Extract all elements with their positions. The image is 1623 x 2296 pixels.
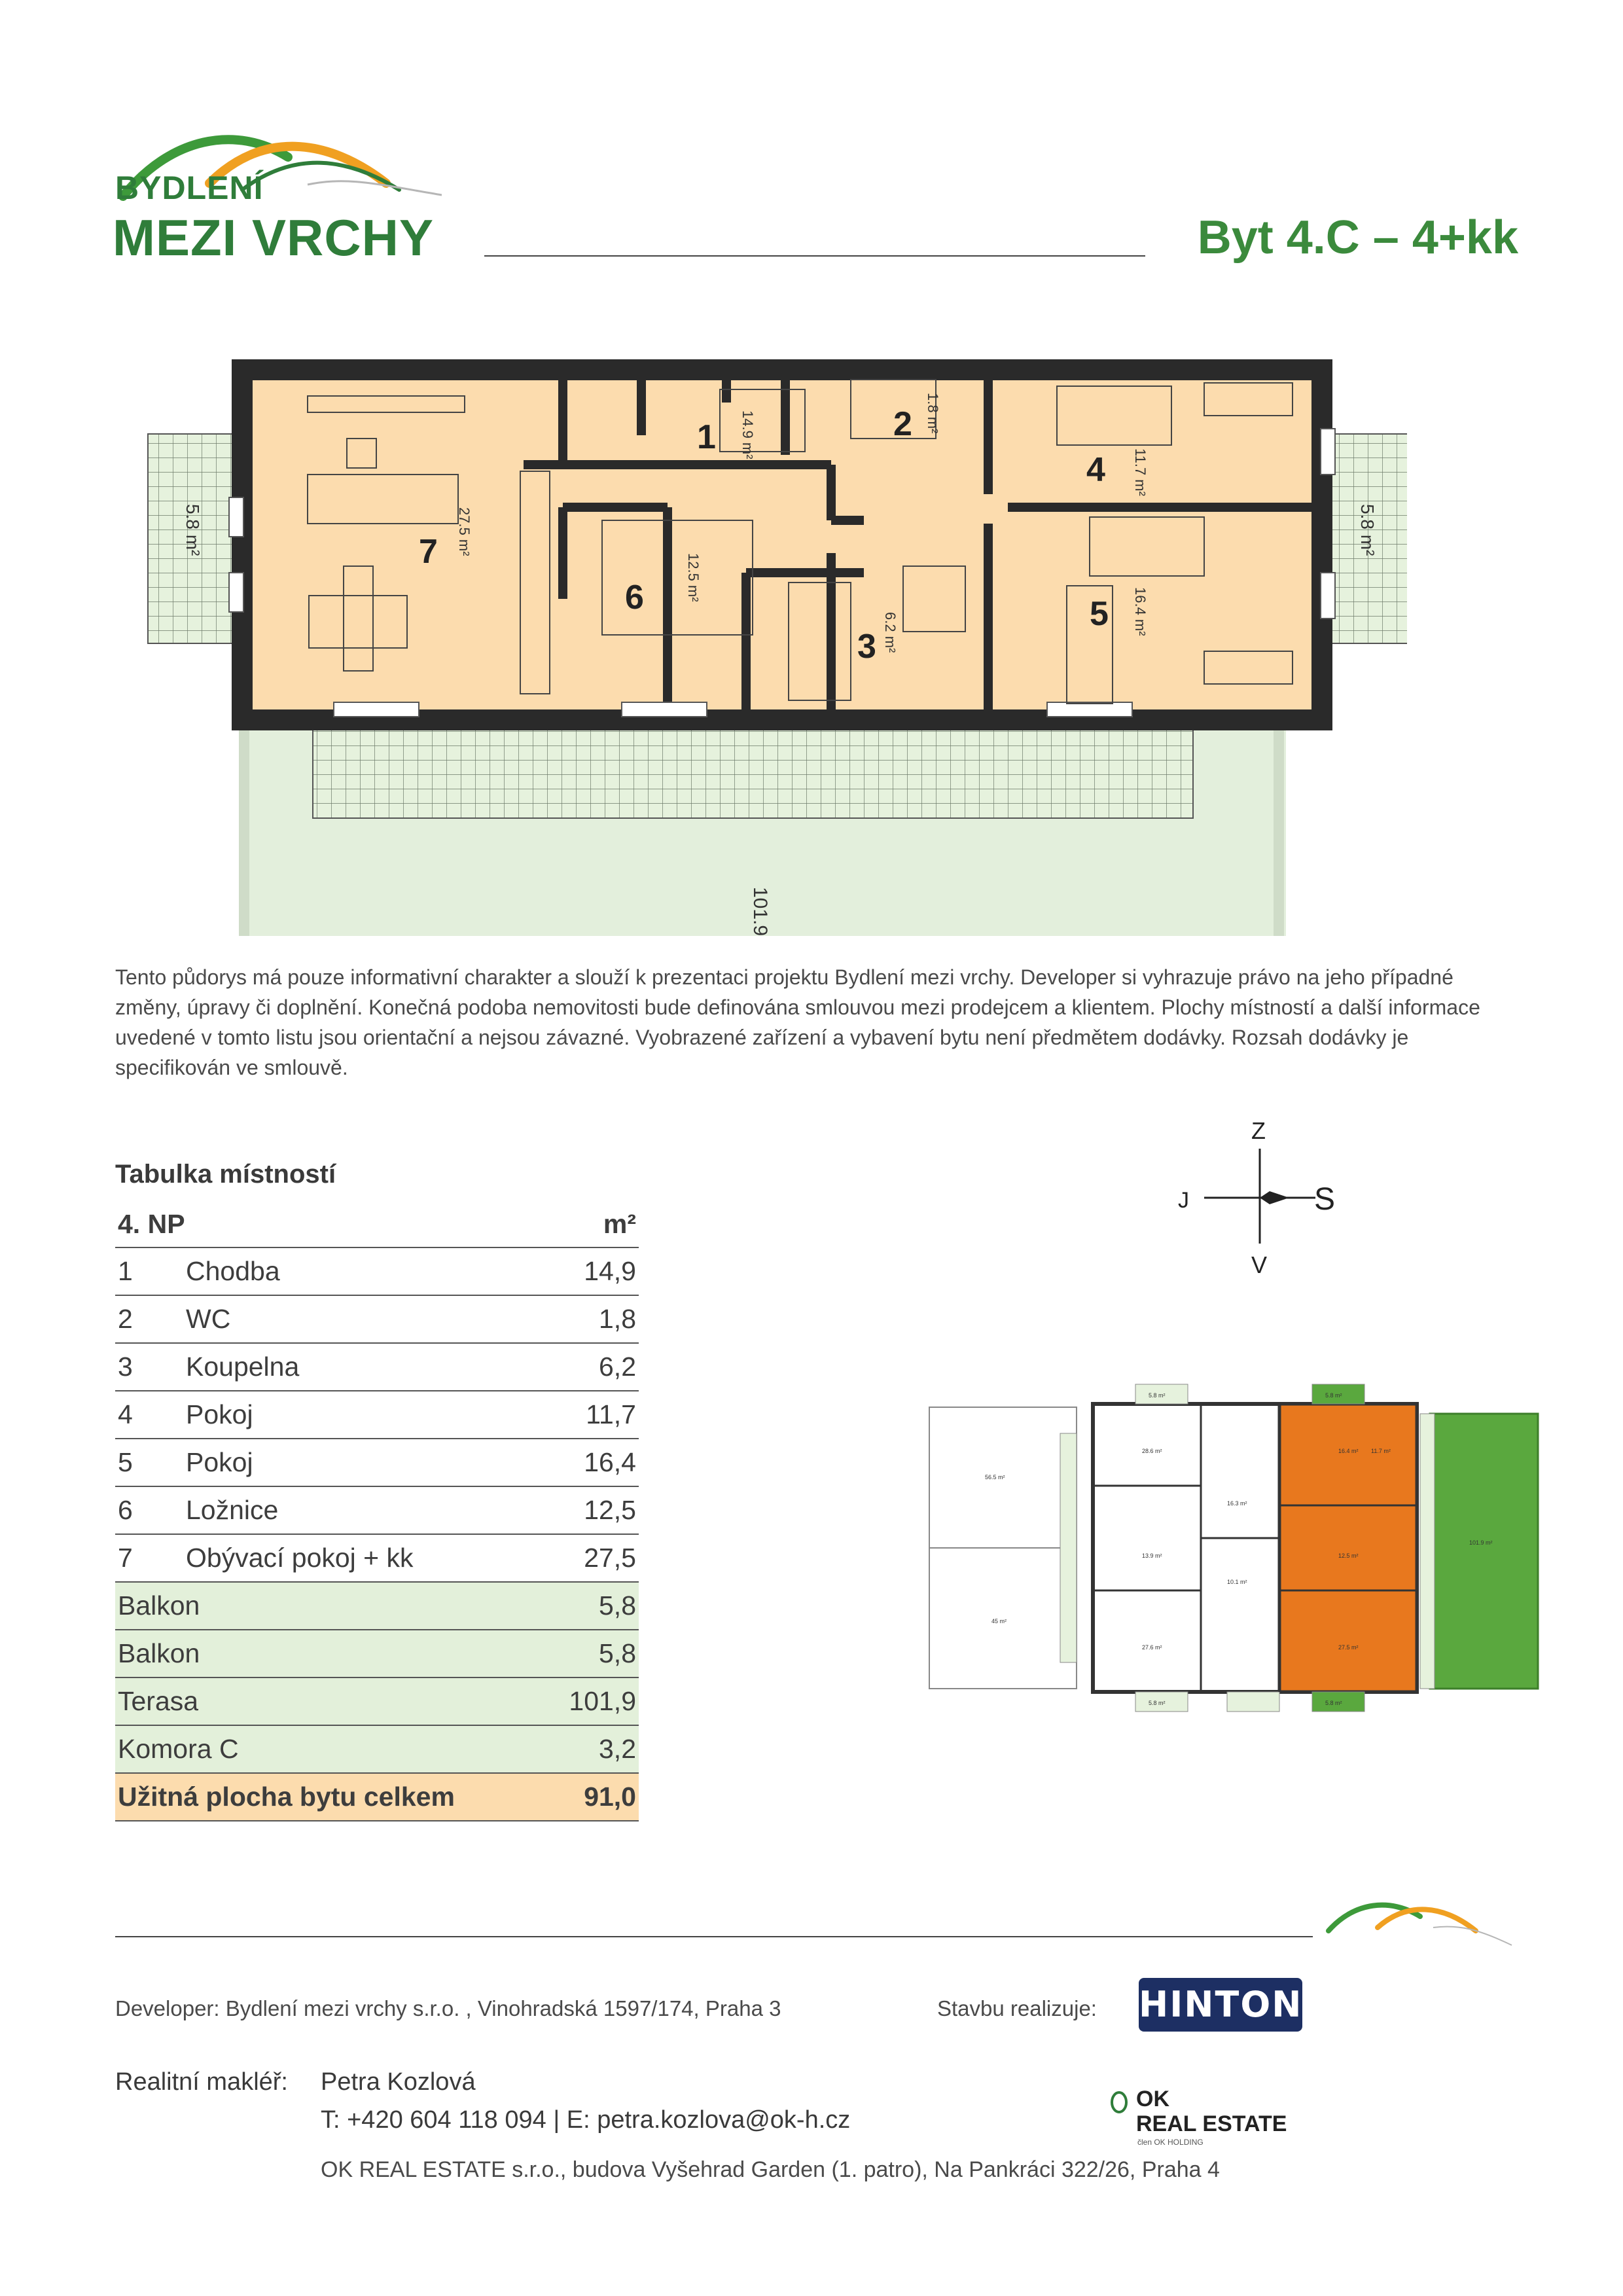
svg-text:5.8 m²: 5.8 m²: [1149, 1392, 1166, 1399]
room-area-5: 16.4 m²: [1132, 587, 1149, 636]
page-title: Byt 4.C – 4+kk: [1197, 211, 1518, 264]
table-row: 6 Ložnice 12,5: [115, 1486, 639, 1534]
room-area-1: 14.9 m²: [740, 410, 756, 459]
room-number-7: 7: [419, 533, 438, 571]
svg-text:16.4 m²: 16.4 m²: [1338, 1448, 1359, 1454]
disclaimer-text: Tento půdorys má pouze informativní charakter a slouží k prezentaci projektu Bydlení mezi vrchy. Developer si vyhrazuje právo na jeho případné změny, úpravy či doplnění. Konečná podoba nemovitosti bude definována smlouvou mezi prodejcem a klientem. Plochy místností a další informace uvedené v tomto listu jsou orientační a nejsou závazné. Vyobrazené zařízení a vybavení bytu není předmětem dodávky. Rozsah dodávky je specifikován ve smlouvě.: [115, 965, 1480, 1079]
compass-south: V: [1251, 1251, 1268, 1278]
table-title: Tabulka místností: [115, 1160, 336, 1189]
table-row: 5 Pokoj 16,4: [115, 1439, 639, 1486]
table-row: Terasa 101,9: [115, 1677, 639, 1725]
svg-text:27.6 m²: 27.6 m²: [1142, 1644, 1162, 1651]
room-number-5: 5: [1090, 595, 1109, 633]
room-number-1: 1: [697, 418, 716, 456]
broker-label: Realitní makléř:: [115, 2068, 288, 2096]
ok-logo-icon: [1106, 2088, 1132, 2121]
compass-east: S: [1314, 1182, 1336, 1217]
footer-divider: [115, 1936, 1313, 1937]
svg-text:11.7 m²: 11.7 m²: [1371, 1448, 1391, 1454]
balcony-left-area: 5.8 m²: [183, 504, 203, 556]
room-area-6: 12.5 m²: [685, 553, 702, 602]
room-number-6: 6: [625, 579, 644, 617]
table-row: Balkon 5,8: [115, 1630, 639, 1677]
brand-logo-small: [1322, 1892, 1518, 1964]
room-area-4: 11.7 m²: [1132, 448, 1149, 496]
svg-text:16.3 m²: 16.3 m²: [1227, 1500, 1247, 1507]
compass-west: J: [1178, 1188, 1189, 1213]
svg-text:101.9 m²: 101.9 m²: [1469, 1539, 1493, 1546]
unit-label: m²: [544, 1201, 639, 1247]
terrace-area-label: 101.9: [749, 887, 771, 936]
developer-info: Developer: Bydlení mezi vrchy s.r.o. , Vinohradská 1597/174, Praha 3: [115, 1996, 781, 2020]
table-row: 4 Pokoj 11,7: [115, 1391, 639, 1439]
table-total-row: Užitná plocha bytu celkem 91,0: [115, 1773, 639, 1821]
builder-label: Stavbu realizuje:: [937, 1996, 1097, 2020]
balcony-right-area: 5.8 m²: [1357, 504, 1378, 556]
svg-text:13.9 m²: 13.9 m²: [1142, 1552, 1162, 1559]
svg-text:5.8 m²: 5.8 m²: [1325, 1392, 1342, 1399]
svg-text:28.6 m²: 28.6 m²: [1142, 1448, 1162, 1454]
table-header-row: [115, 1201, 639, 1247]
broker-name: Petra Kozlová: [321, 2068, 476, 2096]
ok-logo-subtitle: člen OK HOLDING: [1137, 2138, 1204, 2147]
svg-text:12.5 m²: 12.5 m²: [1338, 1552, 1359, 1559]
ok-real-estate-logo: OK REAL ESTATE: [1136, 2087, 1287, 2136]
svg-text:5.8 m²: 5.8 m²: [1149, 1700, 1166, 1706]
compass-rose: [1171, 1113, 1355, 1283]
compass-north: Z: [1251, 1117, 1266, 1144]
building-key-plan: [926, 1374, 1541, 1715]
svg-text:45 m²: 45 m²: [991, 1618, 1007, 1624]
room-number-4: 4: [1086, 451, 1105, 489]
room-number-2: 2: [893, 405, 912, 443]
brand-line-1: BYDLENÍ: [115, 170, 264, 206]
ok-real-estate-address: OK REAL ESTATE s.r.o., budova Vyšehrad Garden (1. patro), Na Pankráci 322/26, Praha 4: [321, 2157, 1220, 2182]
room-number-3: 3: [857, 628, 876, 666]
table-row: 2 WC 1,8: [115, 1295, 639, 1343]
table-row: 7 Obývací pokoj + kk 27,5: [115, 1534, 639, 1582]
room-area-3: 6.2 m²: [882, 612, 899, 653]
brand-line-2: MEZI VRCHY: [113, 209, 435, 266]
svg-text:10.1 m²: 10.1 m²: [1227, 1579, 1247, 1585]
broker-contact: T: +420 604 118 094 | E: petra.kozlova@ok-h.cz: [321, 2106, 851, 2134]
table-row: 1 Chodba 14,9: [115, 1247, 639, 1295]
table-row: Balkon 5,8: [115, 1582, 639, 1630]
table-row: 3 Koupelna 6,2: [115, 1343, 639, 1391]
table-row: Komora C 3,2: [115, 1725, 639, 1773]
svg-text:27.5 m²: 27.5 m²: [1338, 1644, 1359, 1651]
svg-text:5.8 m²: 5.8 m²: [1325, 1700, 1342, 1706]
floor-label: 4. NP: [115, 1201, 544, 1247]
hinton-logo: HINTON: [1139, 1978, 1302, 2032]
highlighted-terrace: [1430, 1414, 1538, 1689]
room-area-2: 1.8 m²: [925, 393, 941, 434]
floor-plan: [144, 357, 1407, 936]
svg-text:56.5 m²: 56.5 m²: [985, 1474, 1005, 1480]
header-divider: [484, 255, 1145, 257]
room-area-7: 27.5 m²: [456, 507, 473, 556]
room-table: [115, 1201, 639, 1821]
